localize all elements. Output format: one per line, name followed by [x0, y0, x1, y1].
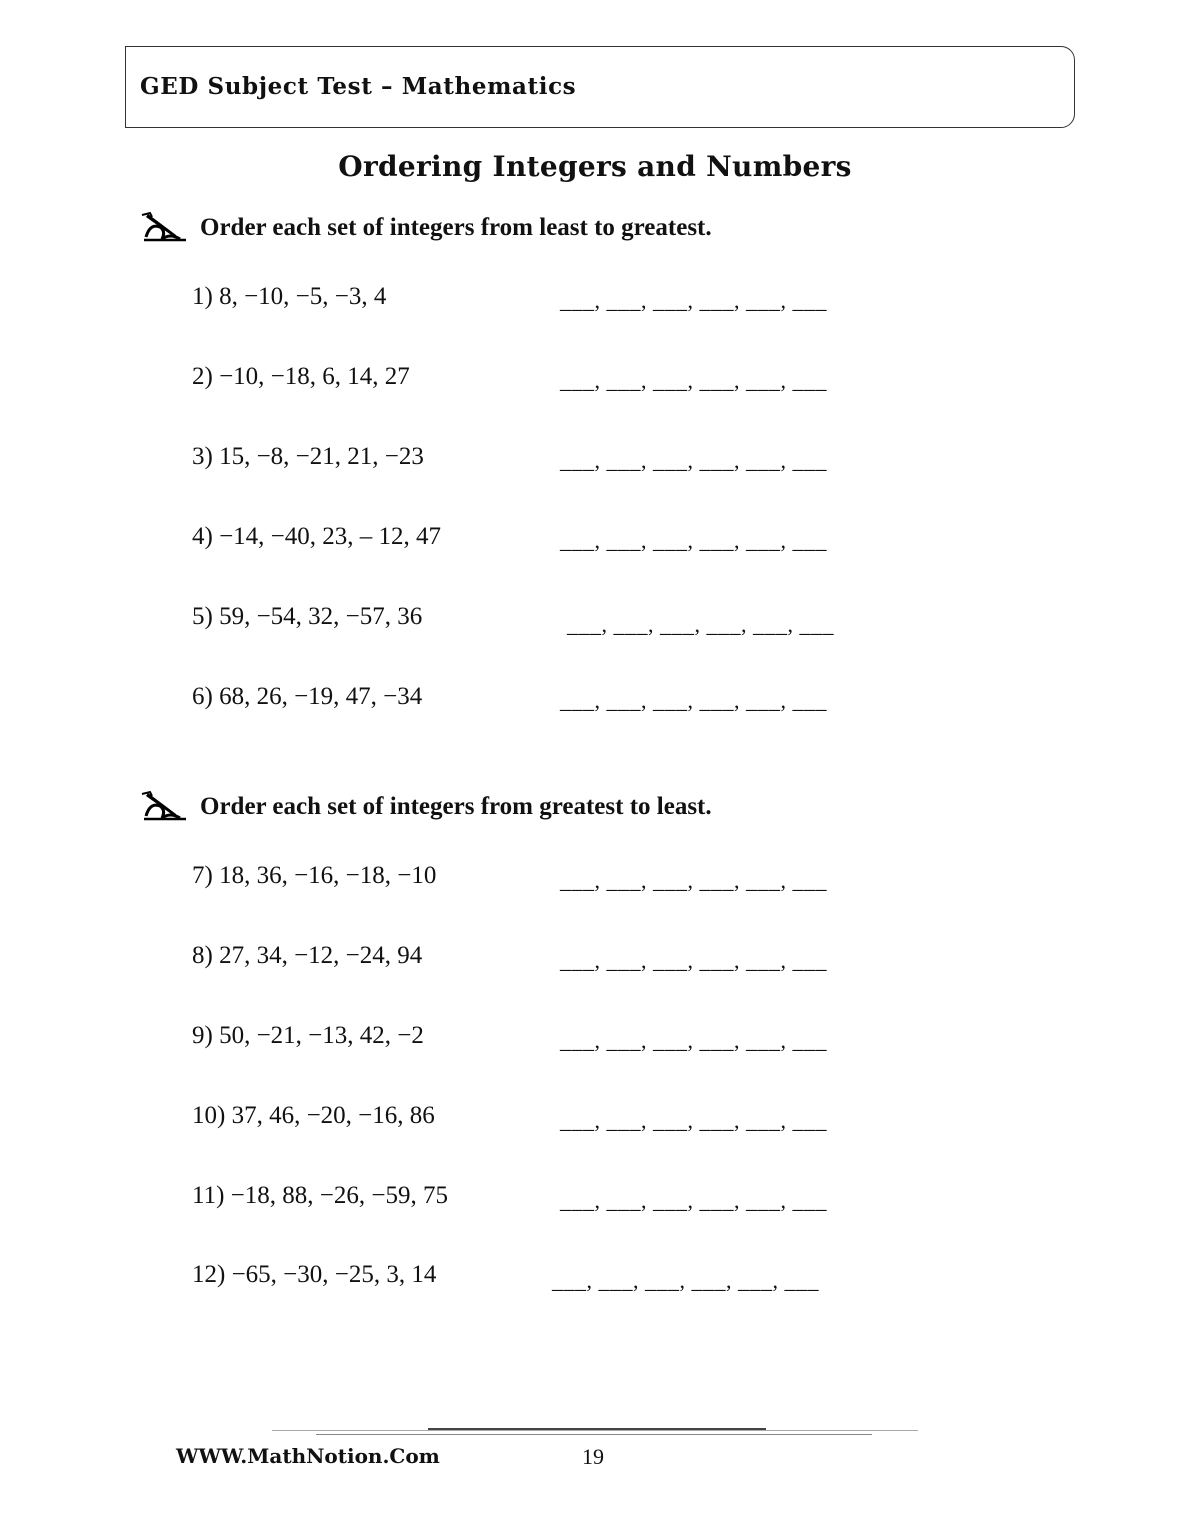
answer-blanks-4[interactable]: ___, ___, ___, ___, ___, ___	[560, 528, 827, 553]
answer-blanks-1[interactable]: ___, ___, ___, ___, ___, ___	[560, 288, 827, 313]
pencil-writing-icon	[140, 211, 190, 245]
footer-rule-lower	[316, 1434, 872, 1435]
answer-blanks-3[interactable]: ___, ___, ___, ___, ___, ___	[560, 448, 827, 473]
problem-2: 2) −10, −18, 6, 14, 27	[192, 363, 410, 390]
problem-9: 9) 50, −21, −13, 42, −2	[192, 1022, 424, 1049]
footer-rule-accent	[428, 1428, 766, 1430]
section2-instruction-text: Order each set of integers from greatest to least.	[200, 793, 712, 820]
section1-instruction-text: Order each set of integers from least to greatest.	[200, 214, 712, 241]
section1-instruction	[140, 208, 712, 248]
header-title: GED Subject Test – Mathematics	[140, 73, 577, 100]
problem-7: 7) 18, 36, −16, −18, −10	[192, 862, 437, 889]
answer-blanks-10[interactable]: ___, ___, ___, ___, ___, ___	[560, 1108, 827, 1133]
answer-blanks-11[interactable]: ___, ___, ___, ___, ___, ___	[560, 1188, 827, 1213]
problem-6: 6) 68, 26, −19, 47, −34	[192, 683, 423, 710]
answer-blanks-6[interactable]: ___, ___, ___, ___, ___, ___	[560, 688, 827, 713]
problem-5: 5) 59, −54, 32, −57, 36	[192, 603, 423, 630]
page-number: 19	[582, 1444, 604, 1469]
problem-1: 1) 8, −10, −5, −3, 4	[192, 283, 387, 310]
problem-3: 3) 15, −8, −21, 21, −23	[192, 443, 424, 470]
answer-blanks-7[interactable]: ___, ___, ___, ___, ___, ___	[560, 868, 827, 893]
problem-11: 11) −18, 88, −26, −59, 75	[192, 1182, 448, 1209]
section2-instruction	[140, 787, 712, 827]
answer-blanks-5[interactable]: ___, ___, ___, ___, ___, ___	[567, 612, 834, 637]
page-title: Ordering Integers and Numbers	[338, 150, 852, 183]
problem-12: 12) −65, −30, −25, 3, 14	[192, 1261, 437, 1288]
answer-blanks-9[interactable]: ___, ___, ___, ___, ___, ___	[560, 1028, 827, 1053]
footer-website: WWW.MathNotion.Com	[176, 1444, 440, 1468]
answer-blanks-2[interactable]: ___, ___, ___, ___, ___, ___	[560, 368, 827, 393]
footer-rule	[272, 1430, 918, 1431]
answer-blanks-12[interactable]: ___, ___, ___, ___, ___, ___	[552, 1268, 819, 1293]
problem-4: 4) −14, −40, 23, – 12, 47	[192, 523, 442, 550]
problem-8: 8) 27, 34, −12, −24, 94	[192, 942, 423, 969]
header-box	[125, 46, 1075, 128]
answer-blanks-8[interactable]: ___, ___, ___, ___, ___, ___	[560, 948, 827, 973]
problem-10: 10) 37, 46, −20, −16, 86	[192, 1102, 435, 1129]
pencil-writing-icon	[140, 790, 190, 824]
